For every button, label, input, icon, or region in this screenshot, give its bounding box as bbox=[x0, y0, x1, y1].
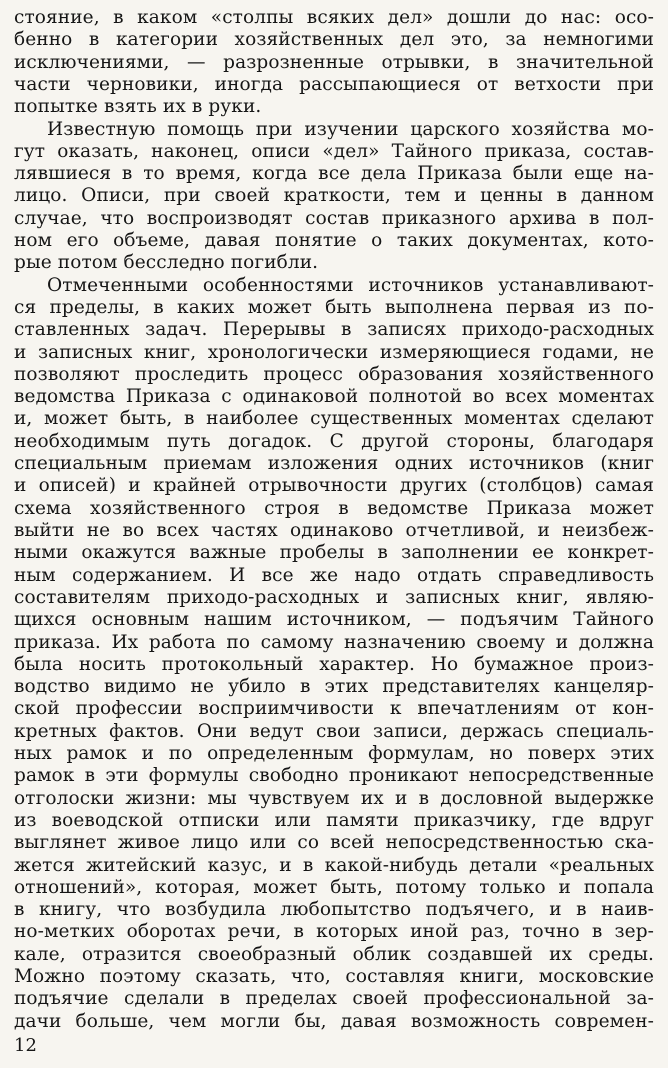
text-line: но-метких оборотах речи, в которых иной раз, точно в зер- bbox=[14, 921, 654, 943]
text-line: случае, что воспроизводят состав приказного архива в пол- bbox=[14, 207, 654, 229]
text-line: ными окажутся важные пробелы в заполнении ее конкрет- bbox=[14, 542, 654, 564]
text-line: отголоски жизни: мы чувствуем их и в дословной выдержке bbox=[14, 787, 654, 809]
text-line: лицо. Описи, при своей краткости, тем и ценны в данном bbox=[14, 185, 654, 207]
text-line: специальным приемам изложения одних источников (книг bbox=[14, 453, 654, 475]
text-line: ном его объеме, давая понятие о таких документах, кото- bbox=[14, 230, 654, 252]
text-line: была носить протокольный характер. Но бумажное произ- bbox=[14, 653, 654, 675]
text-line: жется житейский казус, и в какой-нибудь детали «реальных bbox=[14, 854, 654, 876]
text-line: гут оказать, наконец, описи «дел» Тайного приказа, состав- bbox=[14, 140, 654, 162]
text-line: части черновики, иногда рассыпающиеся от ветхости при bbox=[14, 73, 654, 95]
text-line: дачи больше, чем могли бы, давая возможность современ- bbox=[14, 1010, 654, 1032]
text-line: ской профессии восприимчивости к впечатлениям от кон- bbox=[14, 698, 654, 720]
text-line: Известную помощь при изучении царского хозяйства мо- bbox=[47, 118, 654, 140]
text-line: необходимым путь догадок. С другой стороны, благодаря bbox=[14, 430, 654, 452]
text-line: и описей) и крайней отрывочности других (столбцов) самая bbox=[14, 475, 654, 497]
text-line: ставленных задач. Перерывы в записях приходо-расходных bbox=[14, 319, 654, 341]
text-line: водство видимо не убило в этих представителях канцеляр- bbox=[14, 676, 654, 698]
text-line: составителям приходо-расходных и записных книг, являю- bbox=[14, 586, 654, 608]
text-line: исключениями, — разрозненные отрывки, в значительной bbox=[14, 51, 654, 73]
text-line: рамок в эти формулы свободно проникают непосредственные bbox=[14, 765, 654, 787]
text-line: стояние, в каком «столпы всяких дел» дошли до нас: осо- bbox=[14, 7, 654, 28]
text-line: рые потом бесследно погибли. bbox=[14, 252, 319, 274]
text-line: лявшиеся в то время, когда все дела Приказа были еще на- bbox=[14, 163, 654, 185]
text-line: отношений», которая, может быть, потому только и попала bbox=[14, 876, 654, 898]
text-line: ся пределы, в каких может быть выполнена первая из по- bbox=[14, 296, 654, 318]
text-line: позволяют проследить процесс образования хозяйственного bbox=[14, 363, 654, 385]
text-line: в книгу, что возбудила любопытство подъячего, и в наив- bbox=[14, 899, 654, 921]
text-line: кретных фактов. Они ведут свои записи, держась специаль- bbox=[14, 720, 654, 742]
text-line: и, может быть, в наиболее существенных моментах сделают bbox=[14, 408, 654, 430]
text-line: подъячие сделали в пределах своей профессиональной за- bbox=[14, 988, 654, 1010]
text-line: из воеводской отписки или памяти приказчику, где вдруг bbox=[14, 809, 654, 831]
page-number: 12 bbox=[14, 1035, 37, 1056]
text-line: Можно поэтому сказать, что, составляя книги, московские bbox=[14, 966, 654, 988]
text-line: выйти не во всех частях одинаково отчетливой, и неизбеж- bbox=[14, 520, 654, 541]
text-line: схема хозяйственного строя в ведомстве Приказа может bbox=[14, 497, 654, 519]
text-line: выглянет живое лицо или со всей непосредственностью ска- bbox=[14, 832, 654, 854]
text-line: ных рамок и по определенным формулам, но поверх этих bbox=[14, 743, 654, 765]
text-line: приказа. Их работа по самому назначению своему и должна bbox=[14, 631, 654, 653]
text-line: ведомства Приказа с одинаковой полнотой во всех моментах bbox=[14, 386, 654, 408]
text-line: щихся основным нашим источником, — подъячим Тайного bbox=[14, 609, 654, 631]
text-line: кале, отразится своеобразный облик создавшей их среды. bbox=[14, 943, 654, 965]
text-line: и записных книг, хронологически измеряющиеся годами, не bbox=[14, 341, 654, 363]
text-line: ным содержанием. И все же надо отдать справедливость bbox=[14, 564, 654, 586]
text-line: Отмеченными особенностями источников устанавливают- bbox=[47, 274, 654, 296]
text-line: бенно в категории хозяйственных дел это, за немногими bbox=[14, 29, 654, 51]
text-line: попытке взять их в руки. bbox=[14, 96, 262, 118]
